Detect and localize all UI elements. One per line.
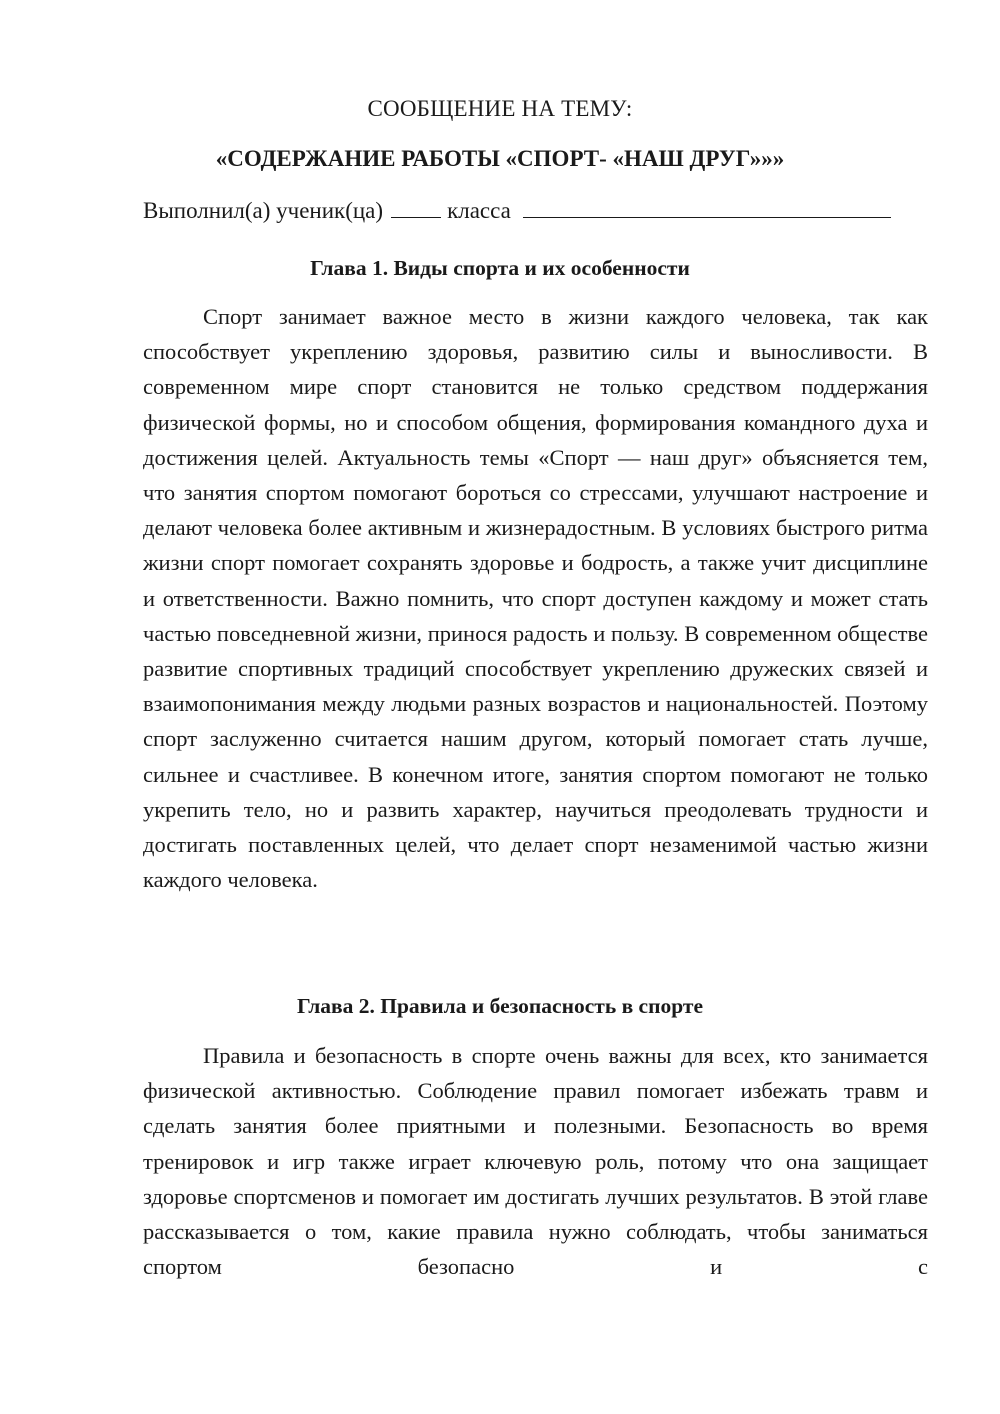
class-name-blank-field[interactable] <box>523 196 891 218</box>
class-label: класса <box>447 198 511 223</box>
author-prefix: Выполнил(а) ученик(ца) <box>143 198 384 223</box>
author-line <box>143 196 933 226</box>
document-title-line1: СООБЩЕНИЕ НА ТЕМУ: <box>367 96 633 121</box>
grade-blank-field[interactable] <box>391 196 441 218</box>
chapter-2-heading: Глава 2. Правила и безопасность в спорте <box>296 994 704 1018</box>
chapter-1-heading: Глава 1. Виды спорта и их особенности <box>310 256 690 280</box>
chapter-2-paragraph: Правила и безопасность в спорте очень важны для всех, кто занимается физической активностью. Соблюдение правил помогает избежать травм и сделать занятия более приятными и полезными. Безопасность во время тренировок и игр также играет ключевую роль, потому что она защищает здоровье спортсменов и помогает им достигать лучших результатов. В этой главе рассказывается о том, какие правила нужно соблюдать, чтобы заниматься спортом безопасно и с <box>143 1043 928 1280</box>
document-title-line2: «СОДЕРЖАНИЕ РАБОТЫ «СПОРТ- «НАШ ДРУГ»»» <box>215 146 785 171</box>
chapter-1-paragraph: Спорт занимает важное место в жизни каждого человека, так как способствует укреплению здоровья, развитию силы и выносливости. В современном мире спорт становится не только средством поддержания физической формы, но и способом общения, формирования командного духа и достижения целей. Актуальность темы «Спорт — наш друг» объясняется тем, что занятия спортом помогают бороться со стрессами, улучшают настроение и делают человека более активным и жизнерадостным. В условиях быстрого ритма жизни спорт помогает сохранять здоровье и бодрость, а также учит дисциплине и ответственности. Важно помнить, что спорт доступен каждому и может стать частью повседневной жизни, принося радость и пользу. В современном обществе развитие спортивных традиций способствует укреплению дружеских связей и взаимопонимания между людьми разных возрастов и национальностей. Поэтому спорт заслуженно считается нашим другом, который помогает стать лучше, сильнее и счастливее. В конечном итоге, занятия спортом помогают не только укрепить тело, но и развить характер, научиться преодолевать трудности и достигать поставленных целей, что делает спорт незаменимой частью жизни каждого человека. <box>143 304 928 893</box>
